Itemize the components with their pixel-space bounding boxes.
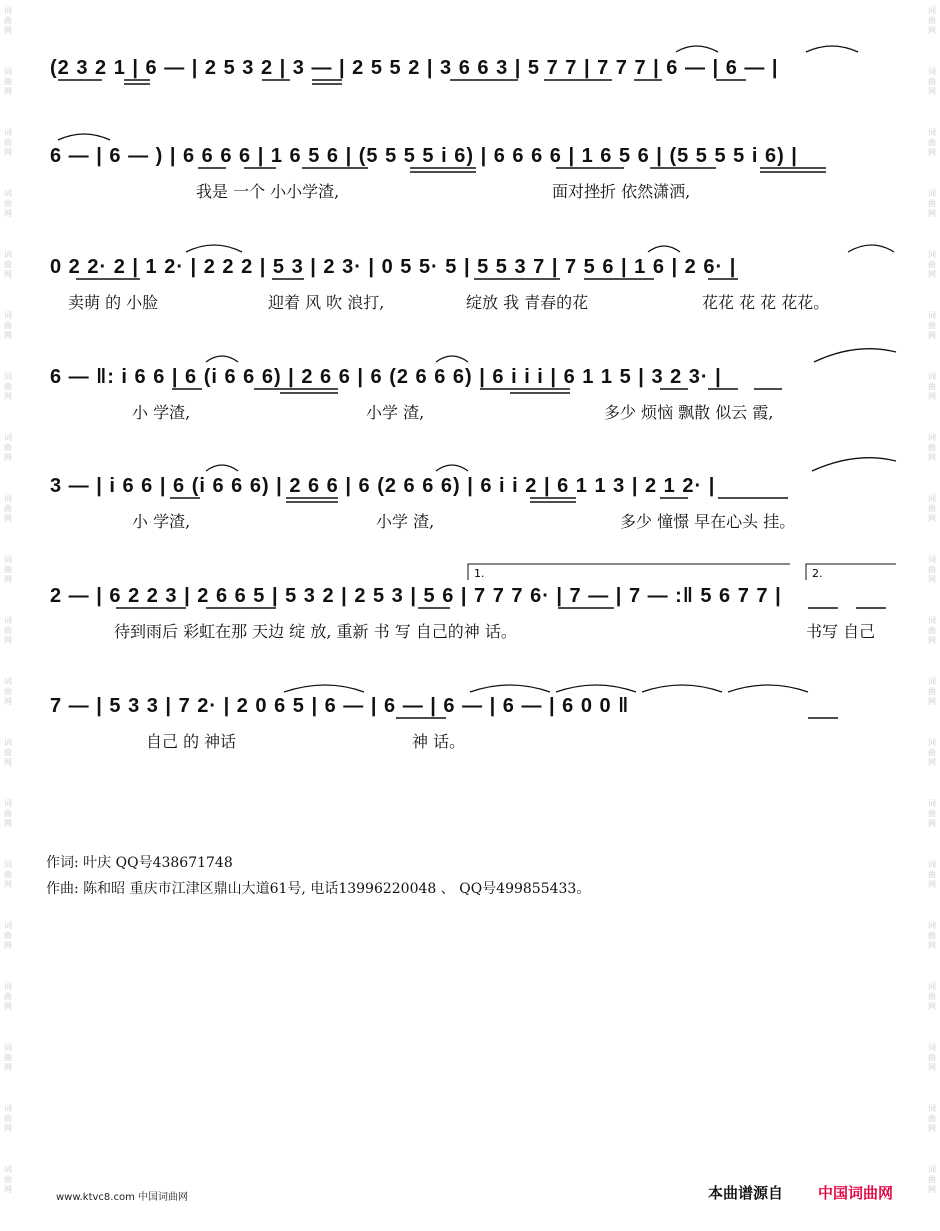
notation-text: 0 2 2· 2 | 1 2· | 2 2 2 | 5 3 | 2 3· | 0 5 5· 5 | 5 5 3 7 | 7 5 6 | 1 6 | 2 6· |	[50, 256, 737, 278]
watermark-mark: 词 曲 网	[928, 982, 936, 1011]
volta-brackets	[468, 564, 896, 580]
lyricist-credit: 作词: 叶庆 QQ号438671748	[46, 855, 233, 871]
watermark-mark: 词 曲 网	[928, 1104, 936, 1133]
watermark-mark: 词 曲 网	[4, 128, 12, 157]
watermark-mark: 词 曲 网	[928, 311, 936, 340]
watermark-mark: 词 曲 网	[4, 494, 12, 523]
lyric-text: 绽放 我 青春的花	[466, 293, 589, 312]
watermark-mark: 词 曲 网	[4, 372, 12, 401]
lyric-text: 多少 憧憬 早在心头 挂。	[620, 512, 796, 531]
watermark-mark: 词 曲 网	[4, 555, 12, 584]
lyric-text: 迎着 风 吹 浪打,	[268, 293, 385, 312]
watermark-mark: 词 曲 网	[928, 1043, 936, 1072]
source-site-link[interactable]: 中国词曲网	[818, 1185, 894, 1202]
notation-text: 7 — | 5 3 3 | 7 2· | 2 0 6 5 | 6 — | 6 — | 6 — | 6 — | 6 0 0 ‖	[50, 695, 630, 717]
watermark-mark: 词 曲 网	[928, 677, 936, 706]
site-url[interactable]: www.ktvc8.com 中国词曲网	[56, 1192, 189, 1203]
watermark-mark: 词 曲 网	[928, 6, 936, 35]
lyric-text: 自己 的 神话	[146, 732, 237, 751]
watermark-mark: 词 曲 网	[928, 799, 936, 828]
lyric-text: 神 话。	[412, 732, 466, 751]
watermark-mark: 词 曲 网	[928, 616, 936, 645]
composer-credit: 作曲: 陈和昭 重庆市江津区鼎山大道61号, 电话13996220048 、 QQ号499855433。	[46, 881, 591, 897]
watermark-mark: 词 曲 网	[928, 189, 936, 218]
watermark-mark: 词 曲 网	[928, 738, 936, 767]
lyric-text: 小 学渣,	[132, 512, 191, 531]
watermark-mark: 词 曲 网	[928, 860, 936, 889]
watermark-mark: 词 曲 网	[928, 494, 936, 523]
lyric-text: 小 学渣,	[132, 403, 191, 422]
watermark-mark: 词 曲 网	[4, 6, 12, 35]
watermark-mark: 词 曲 网	[4, 1104, 12, 1133]
lyric-text: 小学 渣,	[376, 512, 435, 531]
source-label: 本曲谱源自	[708, 1185, 784, 1202]
watermark-mark: 词 曲 网	[928, 555, 936, 584]
watermark-mark: 词 曲 网	[4, 738, 12, 767]
watermark-mark: 词 曲 网	[4, 921, 12, 950]
watermark-mark: 词 曲 网	[4, 1043, 12, 1072]
watermark-mark: 词 曲 网	[4, 799, 12, 828]
lyric-text: 花花 花 花 花花。	[702, 293, 830, 312]
lyric-text: 小学 渣,	[366, 403, 425, 422]
beam-lines	[58, 80, 886, 718]
volta-second-label: 2.	[812, 567, 823, 580]
lyric-text: 我是 一个 小小学渣,	[196, 182, 340, 201]
lyric-text: 卖萌 的 小脸	[68, 293, 159, 312]
watermark-mark: 词 曲 网	[4, 250, 12, 279]
watermark-mark: 词 曲 网	[4, 616, 12, 645]
watermark-mark: 词 曲 网	[4, 982, 12, 1011]
watermark-mark: 词 曲 网	[4, 860, 12, 889]
notation-text: 6 — | 6 — ) | 6 6 6 6 | 1 6 5 6 | (5 5 5 5 i 6) | 6 6 6 6 | 1 6 5 6 | (5 5 5 5 i 6) |	[50, 145, 798, 167]
volta-first-label: 1.	[474, 567, 485, 580]
watermark-mark: 词 曲 网	[4, 677, 12, 706]
lyric-text: 面对挫折 依然潇洒,	[552, 182, 691, 201]
lyric-text: 待到雨后 彩虹在那 天边 绽 放, 重新 书 写 自己的神 话。	[114, 622, 517, 641]
notation-text: (2 3 2 1 | 6 — | 2 5 3 2 | 3 — | 2 5 5 2 | 3 6 6 3 | 5 7 7 | 7 7 7 | 6 — | 6 — |	[50, 57, 779, 79]
watermark-mark: 词 曲 网	[928, 1165, 936, 1194]
lyric-text: 多少 烦恼 飘散 似云 霞,	[604, 403, 774, 422]
tie-arcs	[58, 46, 896, 692]
lyric-text: 书写 自己	[806, 622, 876, 641]
watermark-mark: 词 曲 网	[928, 433, 936, 462]
watermark-mark: 词 曲 网	[4, 67, 12, 96]
notation-text: 6 — ‖: i 6 6 | 6 (i 6 6 6) | 2 6 6 | 6 (2 6 6 6) | 6 i i i | 6 1 1 5 | 3 2 3· |	[50, 366, 722, 388]
notation-text: 3 — | i 6 6 | 6 (i 6 6 6) | 2 6 6 | 6 (2 6 6 6) | 6 i i 2 | 6 1 1 3 | 2 1 2· |	[50, 475, 716, 497]
watermark-mark: 词 曲 网	[928, 372, 936, 401]
watermark-mark: 词 曲 网	[928, 128, 936, 157]
watermark-mark: 词 曲 网	[4, 311, 12, 340]
watermark-mark: 词 曲 网	[928, 250, 936, 279]
notation-text: 2 — | 6 2 2 3 | 2 6 6 5 | 5 3 2 | 2 5 3 | 5 6 | 7 7 7 6· | 7 — | 7 — :‖ 5 6 7 7 |	[50, 585, 782, 607]
watermark-mark: 词 曲 网	[4, 189, 12, 218]
watermark-mark: 词 曲 网	[928, 921, 936, 950]
watermark-mark: 词 曲 网	[4, 433, 12, 462]
watermark-mark: 词 曲 网	[4, 1165, 12, 1194]
watermark-mark: 词 曲 网	[928, 67, 936, 96]
